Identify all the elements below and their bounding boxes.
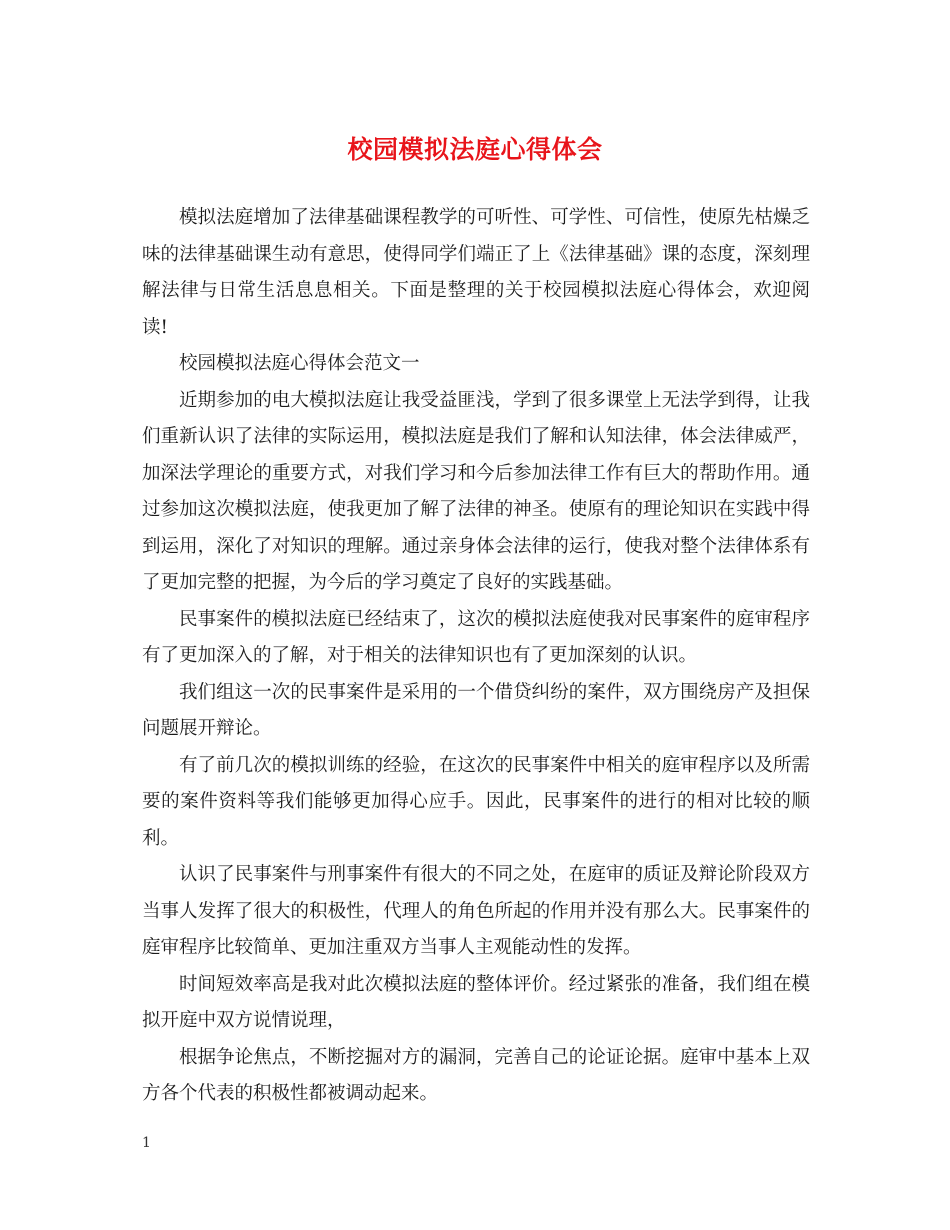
section-heading: 校园模拟法庭心得体会范文一 <box>179 353 420 374</box>
paragraph-intro: 模拟法庭增加了法律基础课程教学的可听性、可学性、可信性，使原先枯燥乏味的法律基础课生动有意思，使得同学们端正了上《法律基础》课的态度，深刻理解法律与日常生活息息相关。下面是整理的关于校园模拟法庭心得体会，欢迎阅读! <box>142 207 810 338</box>
paragraph: 认识了民事案件与刑事案件有很大的不同之处，在庭审的质证及辩论阶段双方当事人发挥了很大的积极性，代理人的角色所起的作用并没有那么大。民事案件的庭审程序比较简单、更加注重双方当事人主观能动性的发挥。 <box>142 864 810 958</box>
page-number: 1 <box>142 1135 151 1151</box>
document-title: 校园模拟法庭心得体会 <box>347 135 603 164</box>
paragraph: 根据争论焦点，不断挖掘对方的漏洞，完善自己的论证论据。庭审中基本上双方各个代表的积极性都被调动起来。 <box>142 1046 810 1104</box>
paragraph: 有了前几次的模拟训练的经验，在这次的民事案件中相关的庭审程序以及所需要的案件资料等我们能够更加得心应手。因此，民事案件的进行的相对比较的顺利。 <box>142 754 810 849</box>
paragraph: 近期参加的电大模拟法庭让我受益匪浅，学到了很多课堂上无法学到得，让我们重新认识了法律的实际运用，模拟法庭是我们了解和认知法律，体会法律威严，加深法学理论的重要方式，对我们学习和今后参加法律工作有巨大的帮助作用。通过参加这次模拟法庭，使我更加了解了法律的神圣。使原有的理论知识在实践中得到运用，深化了对知识的理解。通过亲身体会法律的运行，使我对整个法律体系有了更加完整的把握，为今后的学习奠定了良好的实践基础。 <box>142 389 810 593</box>
paragraph: 时间短效率高是我对此次模拟法庭的整体评价。经过紧张的准备，我们组在模拟开庭中双方说情说理， <box>142 973 810 1031</box>
paragraph: 我们组这一次的民事案件是采用的一个借贷纠纷的案件，双方围绕房产及担保问题展开辩论。 <box>142 681 810 739</box>
paragraph: 民事案件的模拟法庭已经结束了，这次的模拟法庭使我对民事案件的庭审程序有了更加深入的了解，对于相关的法律知识也有了更加深刻的认识。 <box>142 608 810 666</box>
document-body <box>142 200 810 1113</box>
